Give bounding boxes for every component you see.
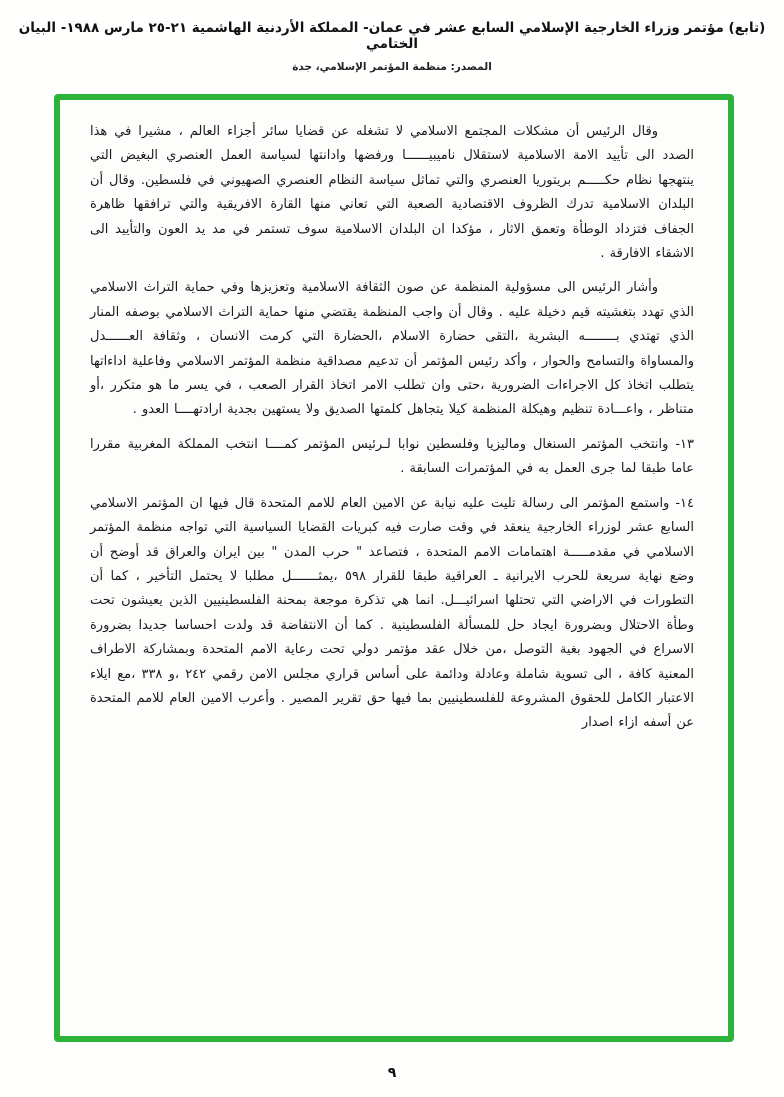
paragraph-president-statement-world-issues: وقال الرئيس أن مشكلات المجتمع الاسلامي لا تشغله عن قضايا سائر أجزاء العالم ، مشيرا في هذا الصدد الى تأييد الامة الاسلامية لاستقلال ناميبيــــــا ورفضها وادانتها لسياسة العمل العنصري البغيض التي ينتهجها نظام حكـــــم بريتوريا العنصري والتي تماثل سياسة النظام العنصري الصهيوني في فلسطين. وقال أن البلدان الاسلامية تدرك الظروف الاقتصادية الصعبة التي تعاني منها القارة الافريقية والتي ترافقها ظاهرة الجفاف فتزداد الوطأة وتعمق الاثار ، مؤكدا ان البلدان الاسلامية سوف تستمر في مد يد العون والتأييد الى الاشقاء الافارقة . <box>90 124 694 262</box>
green-highlight-frame <box>54 94 734 1042</box>
document-header <box>0 0 784 73</box>
paragraph-item-14-un-secretary-general-message: ١٤- واستمع المؤتمر الى رسالة تليت عليه نيابة عن الامين العام للامم المتحدة قال فيها ان المؤتمر الاسلامي السابع عشر لوزراء الخارجية ينعقد في وقت صارت فيه كبريات القضايا السياسية التي تواجه منظمة المؤتمر الاسلامي في مقدمـــــة اهتمامات الامم المتحدة ، فتصاعد " حرب المدن " بين ايران والعراق قد أوضح أن وضع نهاية سريعة للحرب الايرانية ـ العراقية طبقا للقرار ٥٩٨ ،يمثـــــــل مطلبا لا يحتمل التأخير ، كما أن التطورات في الاراضي التي تحتلها اسرائيـــل. انما هي تذكرة موجعة بمحنة الفلسطينيين الذين يعيشون تحت وطأة الاحتلال وبضرورة ايجاد حل للمسألة الفلسطينية . كما أن الانتفاضة قد ولدت احساسا جديدا بضرورة الاسراع في الجهود بغية التوصل ،من خلال عقد مؤتمر دولي تحت رعاية الامم المتحدة وبمشاركة الاطراف المعنية كافة ، الى تسوية شاملة وعادلة ودائمة على أساس قراري مجلس الامن رقمي ٢٤٢ ،و ٣٣٨ ،مع ايلاء الاعتبار الكامل للحقوق المشروعة للفلسطينيين بما فيها حق تقرير المصير . وأعرب الامين العام للامم المتحدة عن أسفه ازاء اصدار <box>90 495 694 731</box>
document-header-source: المصدر: منظمة المؤتمر الإسلامي، جدة <box>292 61 492 73</box>
paragraph-item-13-vice-chairs-election: ١٣- وانتخب المؤتمر السنغال وماليزيا وفلسطين نوابا لـرئيس المؤتمر كمــــا انتخب المملكة المغربية مقررا عاما طبقا لما جرى العمل به في المؤتمرات السابقة . <box>90 436 694 477</box>
document-header-title: (تابع) مؤتمر وزراء الخارجية الإسلامي السابع عشر في عمان- المملكة الأردنية الهاشمية ٢١-٢٥ مارس ١٩٨٨- البيان الختامي <box>18 20 766 52</box>
page-number: ٩ <box>387 1065 397 1081</box>
paragraph-president-statement-islamic-culture: وأشار الرئيس الى مسؤولية المنظمة عن صون الثقافة الاسلامية وتعزيزها وفي حماية التراث الاسلامي الذي تهدد بتغشيته قيم دخيلة عليه . وقال أن واجب المنظمة يقتضي منها حماية التراث الاسلامي بوصفه المنار الذي تهتدي بــــــــه البشرية ،التقى حضارة الاسلام ،الحضارة التي كرمت الانسان ، وثقافة العــــــدل والمساواة والتسامح والحوار ، وأكد رئيس المؤتمر أن تدعيم مصداقية منظمة المؤتمر الاسلامي وفاعلية اداءاتها يتطلب اتخاذ كل الاجراءات الضرورية ،حتى وان تطلب الامر اتخاذ القرار الصعب ، في يسر ما هو متكرر ،أو متناظر ، واعـــادة تنظيم وهيكلة المنظمة كيلا يتجاهل كلمتها الصديق ولا يستهين بجدية ارادتهــــا العدو . <box>90 280 694 418</box>
document-body-text <box>90 120 694 736</box>
